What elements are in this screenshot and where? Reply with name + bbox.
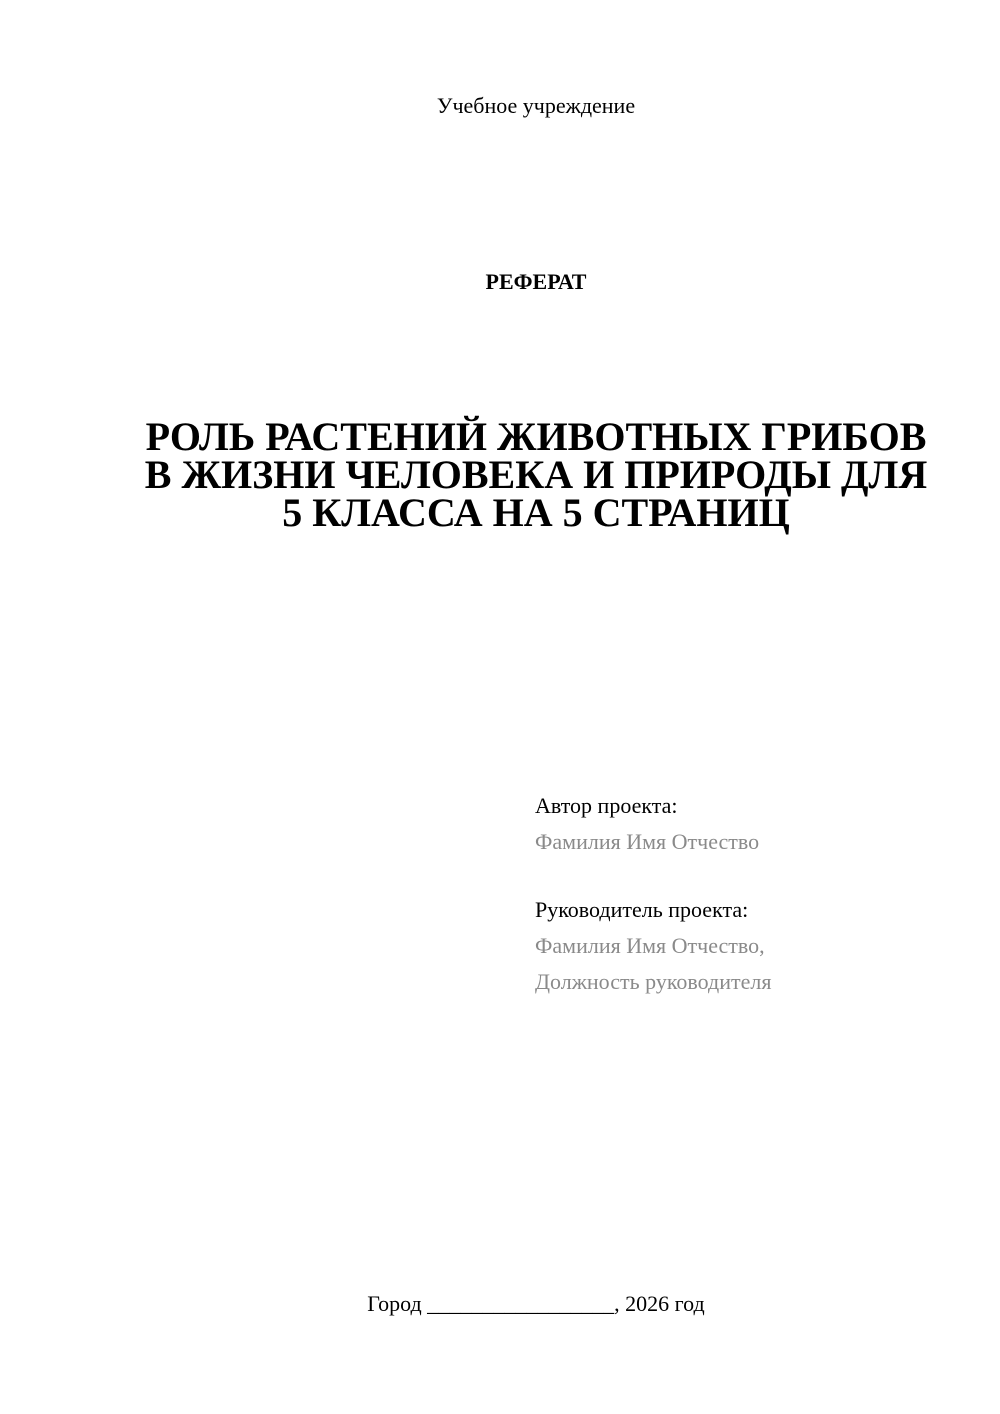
institution-name: Учебное учреждение: [436, 93, 636, 118]
spacer: [535, 860, 955, 892]
authors-block: [535, 788, 955, 1000]
author-label: Автор проекта:: [535, 793, 678, 818]
city-year-line: Город _________________, 2026 год: [367, 1291, 705, 1316]
supervisor-position: Должность руководителя: [535, 969, 772, 994]
supervisor-label: Руководитель проекта:: [535, 897, 749, 922]
author-name: Фамилия Имя Отчество: [535, 829, 760, 854]
supervisor-name: Фамилия Имя Отчество,: [535, 933, 765, 958]
title-line: В ЖИЗНИ ЧЕЛОВЕКА И ПРИРОДЫ ДЛЯ: [144, 452, 928, 497]
title-line: РОЛЬ РАСТЕНИЙ ЖИВОТНЫХ ГРИБОВ: [145, 414, 927, 459]
document-title: [140, 414, 932, 535]
document-type: РЕФЕРАТ: [485, 269, 587, 294]
title-line: 5 КЛАССА НА 5 СТРАНИЦ: [282, 490, 790, 535]
